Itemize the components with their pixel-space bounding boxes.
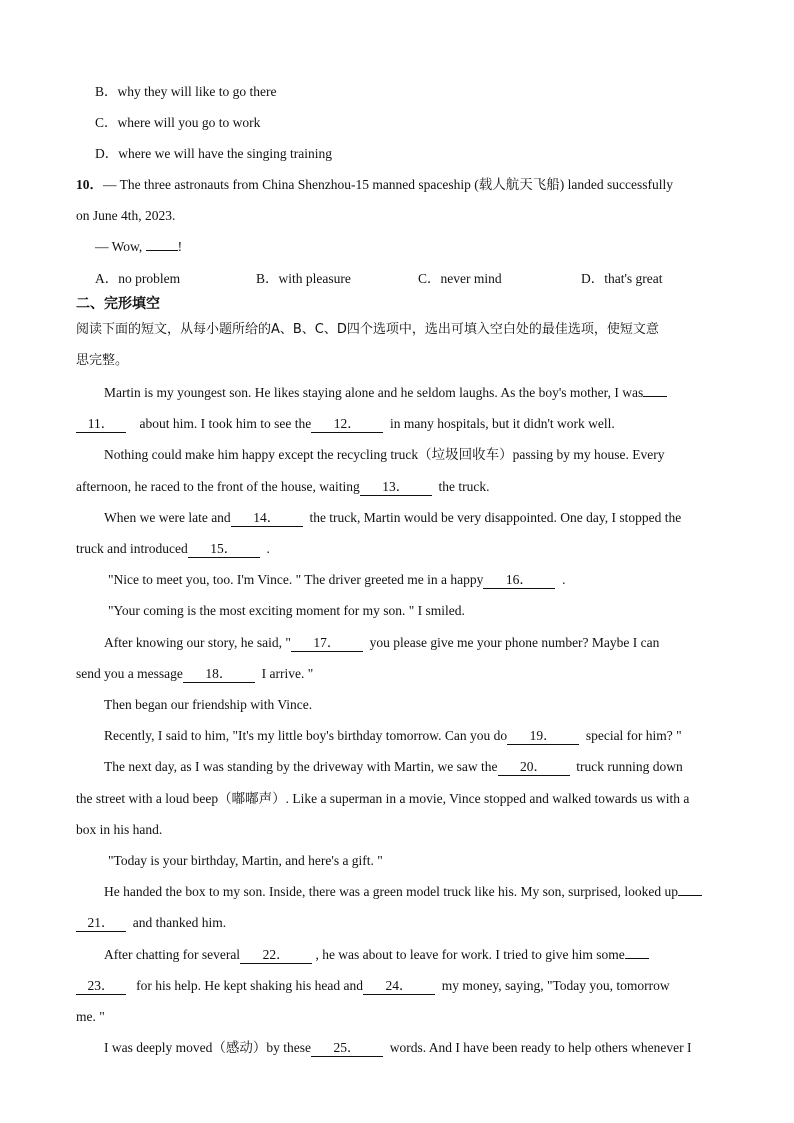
passage-line-6: truck and introduced 15． . <box>76 541 270 556</box>
q10-options-row <box>0 270 794 288</box>
passage-line-8: "Your coming is the most exciting moment for my son. " I smiled. <box>108 603 465 618</box>
blank-20: 20． <box>498 759 570 776</box>
passage-line-1: Martin is my youngest son. He likes staying alone and he seldom laughs. As the boy's mother, I was <box>104 384 667 402</box>
q10-reply-text: — Wow, <box>95 239 146 254</box>
passage-line-22: I was deeply moved（感动）by these 25． words. And I have been ready to help others whenever I <box>104 1040 692 1055</box>
passage-line-20: 23． for his help. He kept shaking his head and 24． my money, saying, "Today you, tomorrow <box>76 977 670 995</box>
blank-25: 25． <box>311 1040 383 1057</box>
q10-blank <box>146 250 178 251</box>
q10-reply <box>95 238 182 256</box>
q10-option-b: B．with pleasure <box>256 271 351 286</box>
blank-14: 14． <box>231 510 303 527</box>
passage-line-3: Nothing could make him happy except the recycling truck（垃圾回收车）passing by my house. Every <box>104 447 665 462</box>
blank-trail <box>625 958 649 959</box>
passage-line-21: me. " <box>76 1009 105 1024</box>
q10-option-a: A．no problem <box>95 271 181 286</box>
q10-stem-line1 <box>76 176 673 194</box>
passage-line-10: send you a message 18． I arrive. " <box>76 666 314 681</box>
passage-line-11: Then began our friendship with Vince. <box>104 697 313 712</box>
passage-line-4: afternoon, he raced to the front of the house, waiting 13． the truck. <box>76 479 490 494</box>
passage-line-5: When we were late and 14． the truck, Martin would be very disappointed. One day, I stopped the <box>104 510 682 525</box>
blank-21: 21． <box>76 915 126 932</box>
blank-22: 22． <box>240 947 312 964</box>
passage-line-14: the street with a loud beep（嘟嘟声）. Like a superman in a movie, Vince stopped and walked towards us with a <box>76 791 690 806</box>
blank-17: 17． <box>291 635 363 652</box>
passage-line-18: 21． and thanked him. <box>76 914 226 932</box>
q10-stem-text: — The three astronauts from China Shenzhou-15 manned spaceship (载人航天飞船) landed successfully <box>103 177 673 192</box>
q9-option-b: B．why they will like to go there <box>95 84 277 99</box>
section-instruction-line2: 思完整。 <box>76 353 129 368</box>
passage-line-19: After chatting for several 22． , he was about to leave for work. I tried to give him some <box>104 946 649 964</box>
blank-13: 13． <box>360 479 432 496</box>
q10-reply-end: ! <box>177 239 183 254</box>
passage-line-13: The next day, as I was standing by the driveway with Martin, we saw the 20． truck running down <box>104 759 683 774</box>
blank-18: 18． <box>183 666 255 683</box>
passage-line-7: "Nice to meet you, too. I'm Vince. " The driver greeted me in a happy 16． . <box>108 572 566 587</box>
blank-trail <box>643 396 667 397</box>
q10-number: 10． <box>76 177 103 192</box>
q10-option-c: C．never mind <box>418 271 502 286</box>
passage-line-16: "Today is your birthday, Martin, and here's a gift. " <box>108 853 383 868</box>
blank-11: 11． <box>76 416 126 433</box>
blank-trail <box>678 895 702 896</box>
section-heading: 二、完形填空 <box>76 296 160 312</box>
blank-12: 12． <box>311 416 383 433</box>
blank-24: 24． <box>363 978 435 995</box>
passage-line-9: After knowing our story, he said, " 17． you please give me your phone number? Maybe I can <box>104 635 660 650</box>
q9-option-c: C．where will you go to work <box>95 115 261 130</box>
passage-line-2: 11． about him. I took him to see the 12． in many hospitals, but it didn't work well. <box>76 415 615 433</box>
q9-option-d: D．where we will have the singing training <box>95 146 332 161</box>
q10-stem-line2: on June 4th, 2023. <box>76 208 176 223</box>
q10-option-d: D．that's great <box>581 271 663 286</box>
blank-23: 23． <box>76 978 126 995</box>
section-instruction-line1: 阅读下面的短文，从每小题所给的A、B、C、D四个选项中，选出可填入空白处的最佳选项，使短文意 <box>76 322 659 337</box>
passage-line-17: He handed the box to my son. Inside, there was a green model truck like his. My son, surprised, looked up <box>104 883 702 901</box>
passage-line-12: Recently, I said to him, "It's my little boy's birthday tomorrow. Can you do 19． special for him? " <box>104 728 682 743</box>
passage-line-15: box in his hand. <box>76 822 163 837</box>
blank-16: 16． <box>483 572 555 589</box>
blank-15: 15． <box>188 541 260 558</box>
blank-19: 19． <box>507 728 579 745</box>
